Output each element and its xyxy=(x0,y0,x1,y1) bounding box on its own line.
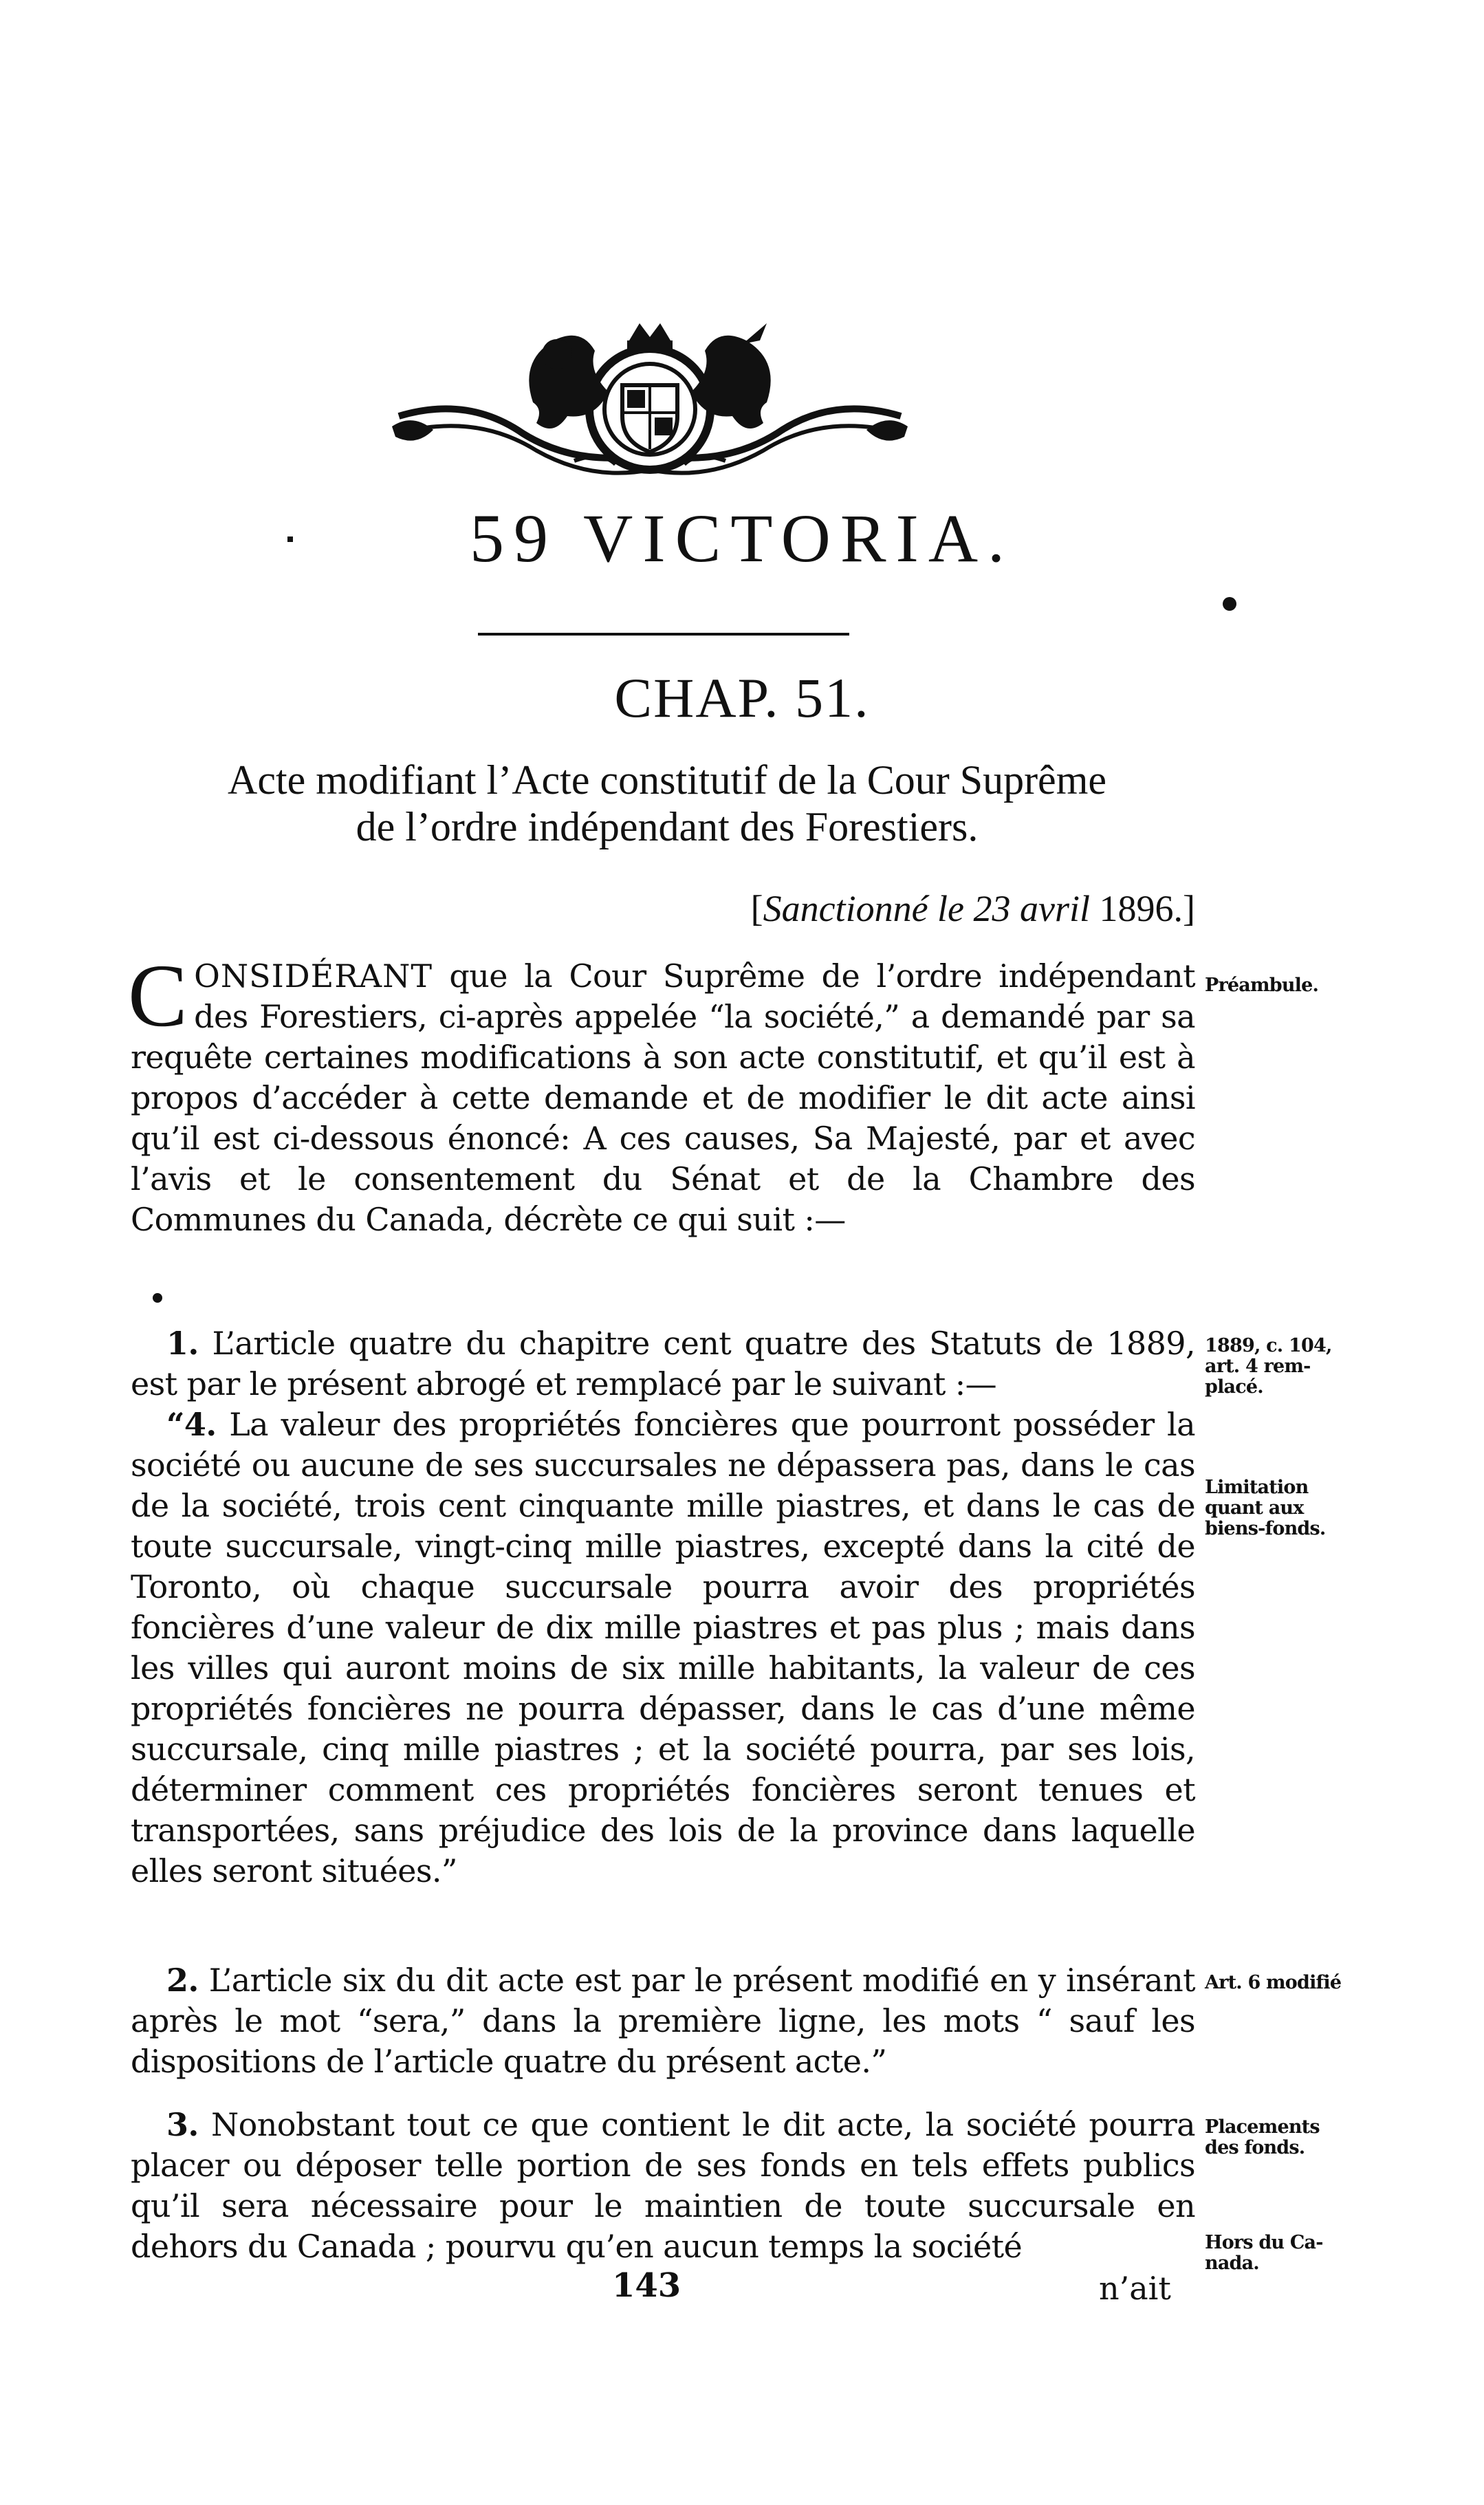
marginal-note-line: des fonds. xyxy=(1205,2137,1305,2158)
sanction-date: 23 avril xyxy=(973,888,1091,929)
drop-cap: C xyxy=(128,946,188,1045)
marginal-note-line: placé. xyxy=(1205,1376,1263,1398)
sanction-line xyxy=(0,887,1195,930)
chapter-heading: CHAP. 51. xyxy=(614,666,870,729)
marginal-note-preamble: Préambule. xyxy=(1205,975,1319,996)
sanction-text: Sanctionné le xyxy=(763,888,965,929)
catchword: n’ait xyxy=(1099,2270,1171,2307)
marginal-note-outside-canada xyxy=(1205,2233,1363,2274)
section-3 xyxy=(131,2105,1195,2267)
quoted-section-number: “4. xyxy=(166,1406,217,1443)
section-text: L’article six du dit acte est par le présent modifié en y insérant après le mot “sera,” dans la première ligne, les mots “ sauf les dispositions de l’article quatre du présent acte.” xyxy=(131,1962,1195,2080)
marginal-note-section-1 xyxy=(1205,1336,1363,1398)
marginal-note-line: Hors du Ca- xyxy=(1205,2232,1323,2253)
sanction-bracket: [ xyxy=(750,888,763,929)
marginal-note-line: Placements xyxy=(1205,2116,1320,2138)
act-title-line: Acte modifiant l’Acte constitutif de la Cour Suprême xyxy=(228,757,1106,803)
heading-rule xyxy=(478,633,849,636)
marginal-note-line: quant aux xyxy=(1205,1497,1304,1519)
marginal-note-section-2: Art. 6 modifié xyxy=(1205,1972,1342,1993)
section-1 xyxy=(131,1323,1195,1891)
marginal-note-limitation xyxy=(1205,1477,1363,1539)
marginal-note-line: nada. xyxy=(1205,2253,1259,2274)
section-number: 3. xyxy=(166,2106,199,2143)
reign-heading: 59 VICTORIA. xyxy=(469,500,1015,576)
section-text: L’article quatre du chapitre cent quatre des Statuts de 1889, est par le présent abrogé et remplacé par le suivant :— xyxy=(131,1325,1195,1402)
marginal-note-line: Limitation xyxy=(1205,1477,1309,1498)
marginal-note-placements xyxy=(1205,2117,1363,2158)
stray-dot xyxy=(153,1293,162,1303)
marginal-note-line: art. 4 rem- xyxy=(1205,1356,1311,1377)
act-title-line: de l’ordre indépendant des Forestiers. xyxy=(356,804,979,849)
section-number: 2. xyxy=(166,1962,199,1999)
royal-coat-of-arms-icon xyxy=(385,313,915,499)
stray-dot xyxy=(1223,597,1236,611)
section-2 xyxy=(131,1960,1195,2082)
act-title xyxy=(131,757,1203,850)
marginal-note-line: 1889, c. 104, xyxy=(1205,1335,1332,1356)
quoted-section-text: La valeur des propriétés foncières que pourront posséder la société ou aucune de ses succursales ne dépassera pas, dans le cas de la société, trois cent cinquante mille piastres, et dans le cas de toute succursale, vingt-cinq mille piastres, excepté dans la cité de Toronto, où chaque succursale pourra avoir des propriétés foncières d’une valeur de dix mille piastres et pas plus ; mais dans les villes qui auront moins de six mille habitants, la valeur de ces propriétés foncières ne pourra dépasser, dans le cas d’une même succursale, cinq mille piastres ; et la société pourra, par ses lois, déterminer comment ces propriétés foncières seront tenues et transportées, sans préjudice des lois de la province dans laquelle elles seront situées.” xyxy=(131,1406,1195,1889)
preamble-text: que la Cour Suprême de l’ordre indépendant des Forestiers, ci-après appelée “la société,” a demandé par sa requête certaines modifications à son acte constitutif, et qu’il est à propos d’accéder à cette demande et de modifier le dit acte ainsi qu’il est ci-dessous énoncé: A ces causes, Sa Majesté, par et avec l’avis et le consentement du Sénat et de la Chambre des Communes du Canada, décrète ce qui suit :— xyxy=(131,957,1195,1238)
preamble-opening-word: ONSIDÉRANT xyxy=(194,957,433,995)
section-number: 1. xyxy=(166,1325,199,1362)
page-number: 143 xyxy=(612,2266,681,2305)
sanction-year: 1896.] xyxy=(1090,888,1195,929)
marginal-note-line: biens-fonds. xyxy=(1205,1518,1326,1539)
preamble-paragraph xyxy=(128,946,1195,1240)
printer-mark xyxy=(287,536,293,542)
section-text: Nonobstant tout ce que contient le dit acte, la société pourra placer ou déposer telle portion de ses fonds en tels effets publics qu’il sera nécessaire pour le maintien de toute succursale en dehors du Canada ; pourvu qu’en aucun temps la société xyxy=(131,2106,1195,2265)
